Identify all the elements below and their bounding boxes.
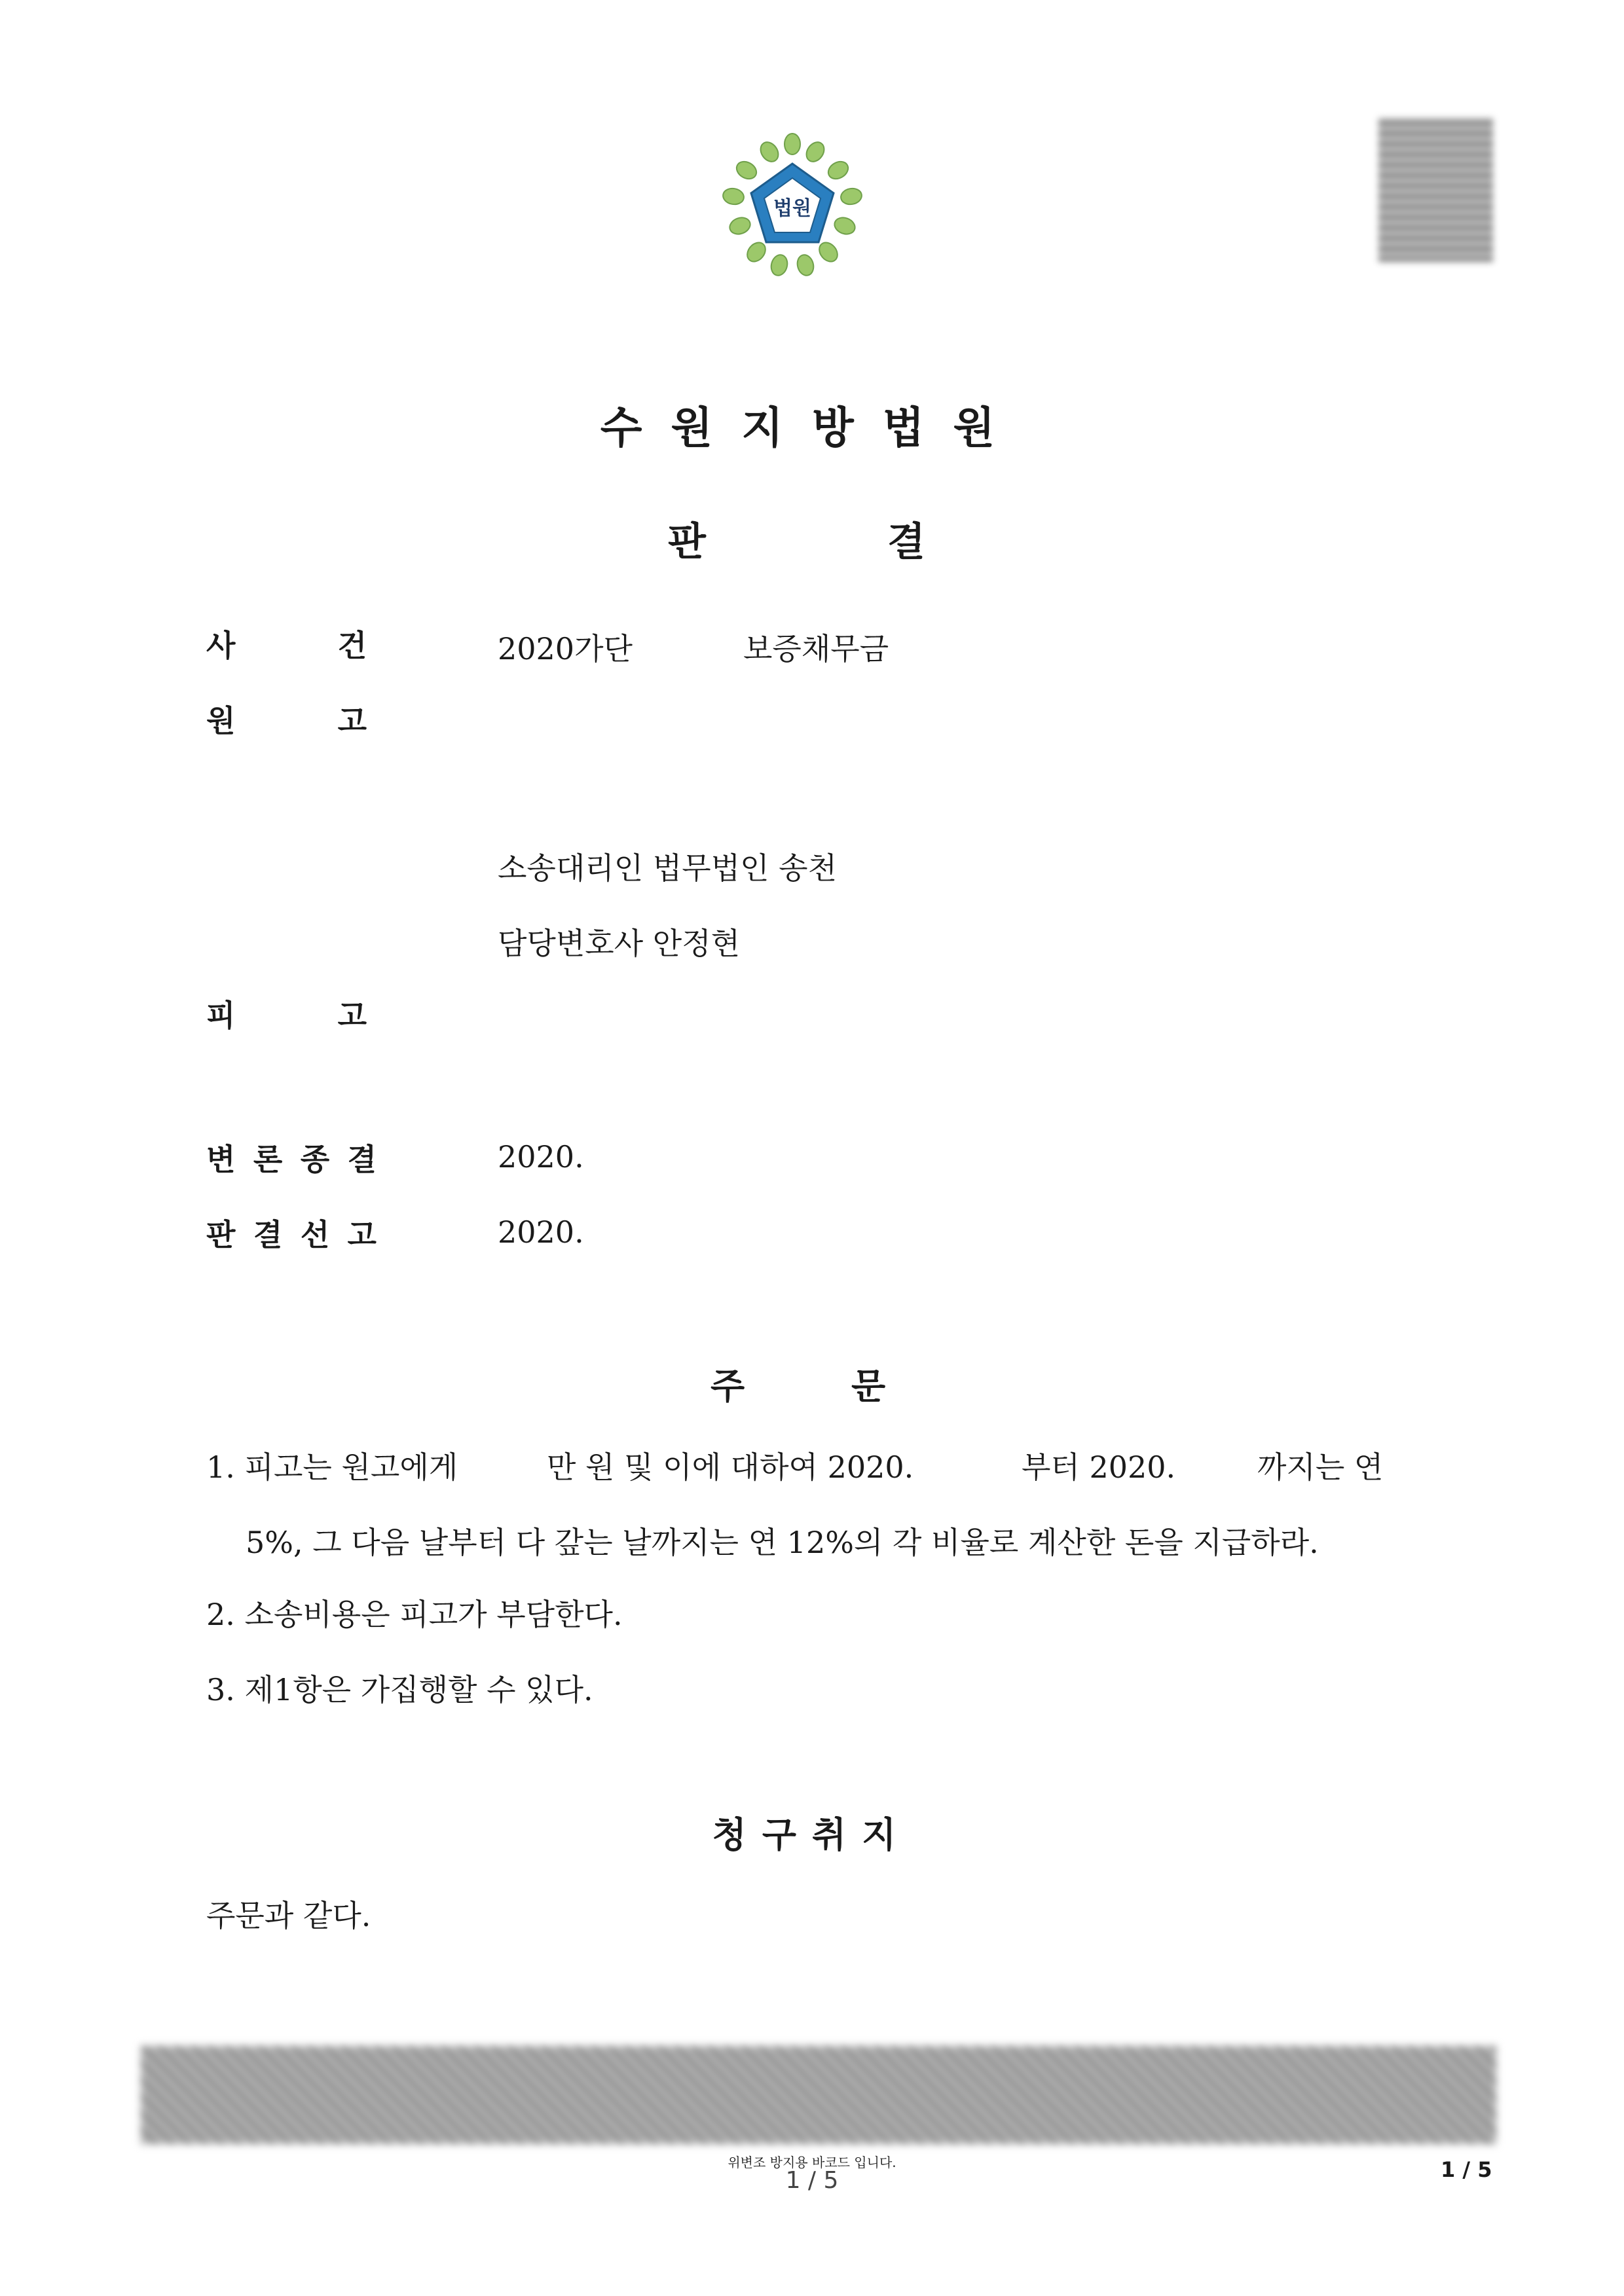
claim-text: 주문과 같다. (206, 1898, 371, 1933)
court-name: 수원지방법원 (600, 403, 1024, 453)
court-emblem-icon (717, 131, 868, 282)
page-number-center: 1 / 5 (785, 2167, 839, 2194)
page-number-right: 1 / 5 (1441, 2157, 1492, 2182)
order-item-3: 3. 제1항은 가집행할 수 있다. (206, 1672, 593, 1707)
case-label: 사 건 (206, 628, 367, 663)
verdict-label: 판 결 선 고 (206, 1217, 377, 1252)
order-item-2: 2. 소송비용은 피고가 부담한다. (206, 1597, 623, 1632)
order-item-1-line-2: 5%, 그 다음 날부터 다 갚는 날까지는 연 12%의 각 비율로 계산한 돈을 지급하라. (246, 1525, 1319, 1560)
attorney-firm: 소송대리인 법무법인 송천 (498, 850, 838, 886)
order-item-1-part-a: 1. 피고는 원고에게 (206, 1449, 458, 1485)
case-number: 2020가단 (498, 631, 633, 666)
order-heading-left: 주 (710, 1366, 745, 1407)
attorney-name: 담당변호사 안정현 (498, 926, 741, 961)
order-heading-right: 문 (851, 1366, 886, 1407)
doc-title-right: 결 (887, 519, 925, 565)
order-item-1-part-d: 까지는 연 (1257, 1449, 1384, 1485)
claim-heading: 청구취지 (712, 1814, 912, 1855)
doc-title-left: 판 (668, 519, 706, 565)
qr-code (1378, 118, 1493, 262)
order-item-1-part-b: 만 원 및 이에 대하여 2020. (547, 1449, 914, 1485)
barcode-note: 위변조 방지용 바코드 입니다. (728, 2155, 896, 2170)
verdict-date: 2020. (498, 1214, 584, 1250)
order-item-1-part-c: 부터 2020. (1022, 1449, 1176, 1485)
case-name: 보증채무금 (743, 631, 889, 666)
closing-label: 변 론 종 결 (206, 1142, 377, 1177)
defendant-label: 피 고 (206, 998, 367, 1033)
emblem-label: 법원 (773, 197, 811, 220)
closing-date: 2020. (498, 1139, 584, 1175)
court-emblem (717, 131, 868, 282)
barcode (141, 2046, 1496, 2144)
plaintiff-label: 원 고 (206, 703, 367, 738)
